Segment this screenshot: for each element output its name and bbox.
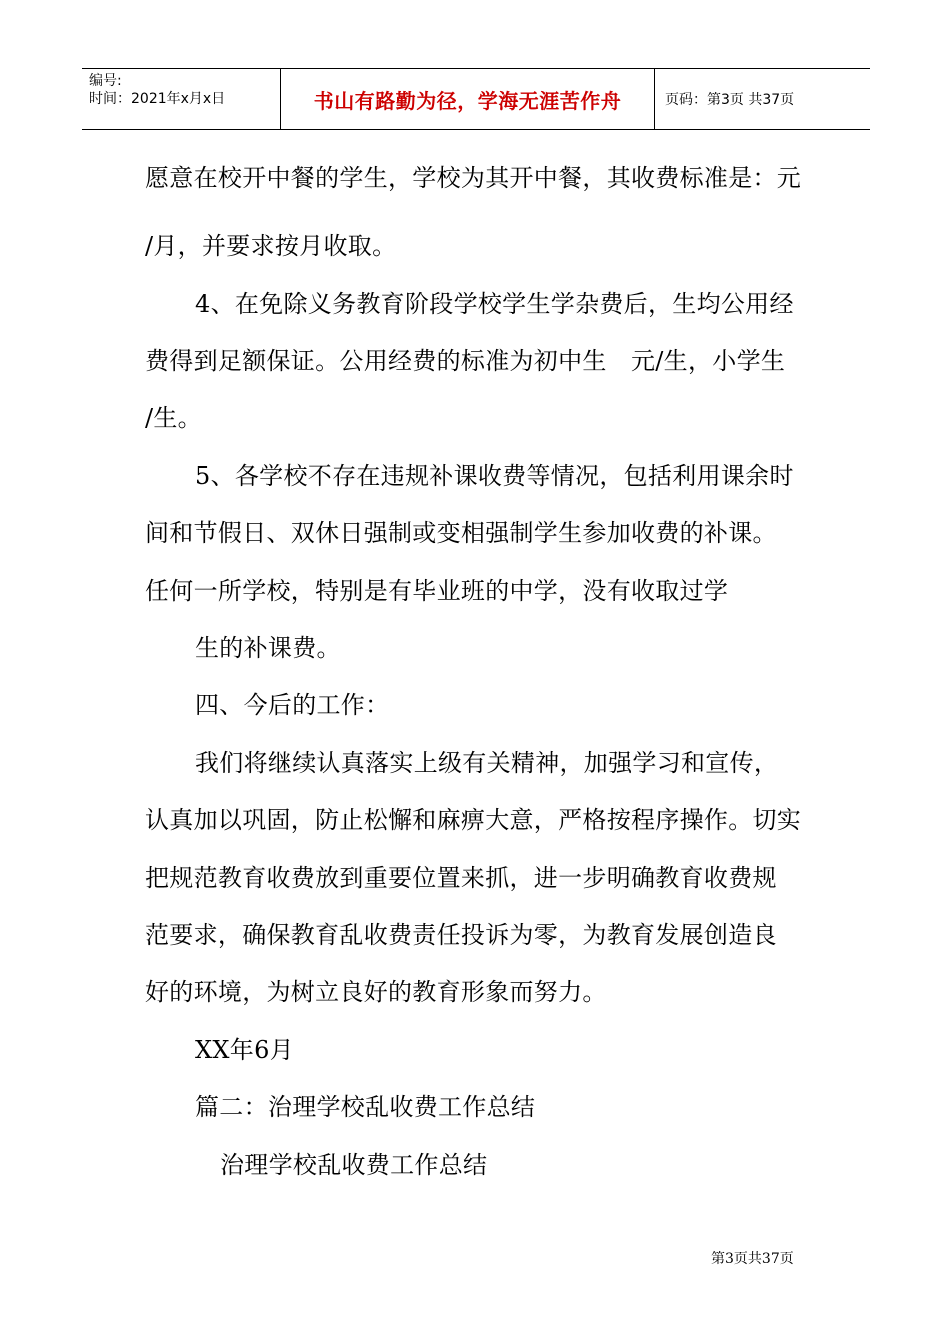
body-line: 把规范教育收费放到重要位置来抓，进一步明确教育收费规 [145,864,777,892]
document-date: 时间：2021年x月x日 [89,91,226,107]
body-line: 间和节假日、双休日强制或变相强制学生参加收费的补课。 [145,519,777,547]
header-motto: 书山有路勤为径，学海无涯苦作舟 [281,69,655,129]
body-line: 认真加以巩固，防止松懈和麻痹大意，严格按程序操作。切实 [145,806,802,834]
body-line: 5、各学校不存在违规补课收费等情况，包括利用课余时 [195,462,794,490]
chapter-heading: 篇二：治理学校乱收费工作总结 [195,1093,536,1121]
page-header [82,68,870,130]
body-line: 任何一所学校，特别是有毕业班的中学，没有收取过学 [145,577,729,605]
page-footer: 第3页共37页 [711,1251,794,1267]
body-line: /生。 [145,404,202,432]
body-line: /月，并要求按月收取。 [145,232,397,260]
body-line: 范要求，确保教育乱收费责任投诉为零，为教育发展创造良 [145,921,777,949]
body-line: 我们将继续认真落实上级有关精神，加强学习和宣传， [195,749,779,777]
document-date-line: XX年6月 [195,1036,294,1064]
body-line: 生的补课费。 [195,634,341,662]
body-line: 愿意在校开中餐的学生，学校为其开中餐，其收费标准是：元 [145,164,802,192]
body-line: 费得到足额保证。公用经费的标准为初中生 元/生，小学生 [145,347,786,375]
body-line: 4、在免除义务教育阶段学校学生学杂费后，生均公用经 [195,290,794,318]
section-heading: 四、今后的工作： [195,691,390,719]
document-number-label: 编号: [89,73,122,89]
header-meta [82,69,281,129]
body-line: 好的环境，为树立良好的教育形象而努力。 [145,978,607,1006]
header-page-info: 页码：第3页 共37页 [665,92,795,108]
article-title: 治理学校乱收费工作总结 [220,1151,488,1179]
